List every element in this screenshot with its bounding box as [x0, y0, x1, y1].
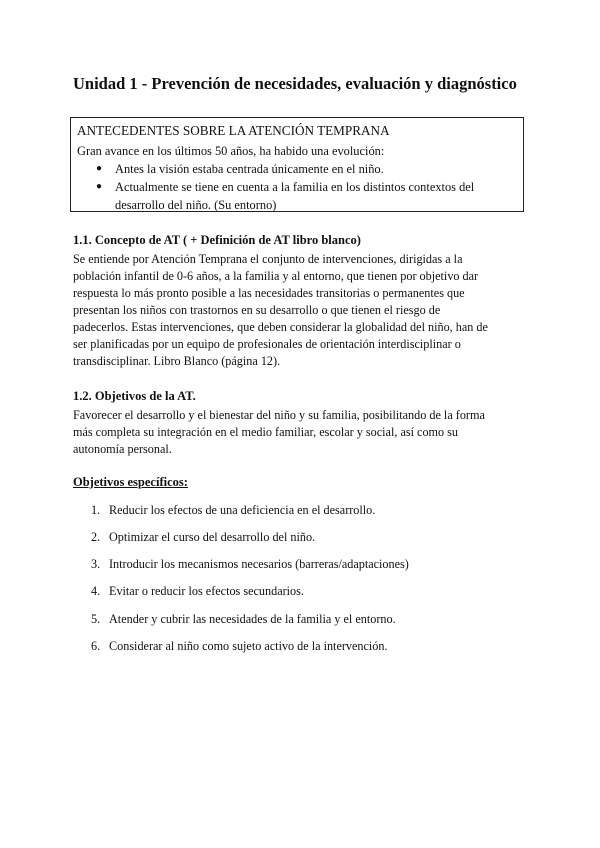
- antecedentes-box: [70, 117, 524, 212]
- section-heading-objetivos: 1.2. Objetivos de la AT.: [73, 389, 196, 403]
- box-intro: Gran avance en los últimos 50 años, ha habido una evolución:: [77, 144, 385, 158]
- list-number: 5.: [91, 612, 101, 626]
- list-text: Reducir los efectos de una deficiencia en el desarrollo.: [109, 503, 376, 517]
- paragraph-line: población infantil de 0-6 años, a la familia y al entorno, que tienen por objetivo dar: [73, 269, 479, 283]
- section-heading-concepto: 1.1. Concepto de AT ( + Definición de AT libro blanco): [73, 233, 361, 247]
- list-number: 2.: [91, 530, 101, 544]
- list-item: [91, 612, 396, 627]
- page-title: Unidad 1 - Prevención de necesidades, evaluación y diagnóstico: [73, 74, 517, 93]
- bullet-icon: ●: [96, 163, 103, 174]
- paragraph-line: respuesta lo más pronto posible a las necesidades transitorias o permanentes que: [73, 286, 465, 300]
- bullet-icon: ●: [96, 181, 103, 192]
- box-heading: ANTECEDENTES SOBRE LA ATENCIÓN TEMPRANA: [77, 123, 390, 138]
- list-text: Optimizar el curso del desarrollo del niño.: [109, 530, 316, 544]
- list-text: Atender y cubrir las necesidades de la familia y el entorno.: [109, 612, 396, 626]
- list-text: Introducir los mecanismos necesarios (barreras/adaptaciones): [109, 557, 409, 571]
- list-text: Considerar al niño como sujeto activo de la intervención.: [109, 639, 388, 653]
- list-item: [91, 530, 315, 545]
- paragraph-line: Se entiende por Atención Temprana el conjunto de intervenciones, dirigidas a la: [73, 252, 463, 266]
- list-number: 3.: [91, 557, 101, 571]
- list-item: [91, 557, 409, 572]
- bullet-text: Actualmente se tiene en cuenta a la familia en los distintos contextos del: [115, 180, 475, 194]
- specific-objectives-heading: Objetivos específicos:: [73, 475, 188, 489]
- list-item: [91, 584, 304, 599]
- paragraph-line: más completa su integración en el medio familiar, escolar y social, así como su: [73, 425, 458, 439]
- bullet-text: desarrollo del niño. (Su entorno): [115, 198, 277, 212]
- paragraph-line: padecerlos. Estas intervenciones, que deben considerar la globalidad del niño, han de: [73, 320, 488, 334]
- bullet-text: Antes la visión estaba centrada únicamente en el niño.: [115, 162, 384, 176]
- paragraph-line: autonomía personal.: [73, 442, 172, 456]
- list-number: 6.: [91, 639, 101, 653]
- list-number: 1.: [91, 503, 101, 517]
- list-number: 4.: [91, 584, 101, 598]
- list-item: [91, 639, 388, 654]
- paragraph-line: Favorecer el desarrollo y el bienestar del niño y su familia, posibilitando de la forma: [73, 408, 485, 422]
- list-item: [91, 503, 375, 518]
- paragraph-line: presentan los niños con trastornos en su desarrollo o que tienen el riesgo de: [73, 303, 441, 317]
- paragraph-line: ser planificadas por un equipo de profesionales de orientación interdisciplinar o: [73, 337, 461, 351]
- paragraph-line: transdisciplinar. Libro Blanco (página 12).: [73, 354, 281, 368]
- list-text: Evitar o reducir los efectos secundarios.: [109, 584, 304, 598]
